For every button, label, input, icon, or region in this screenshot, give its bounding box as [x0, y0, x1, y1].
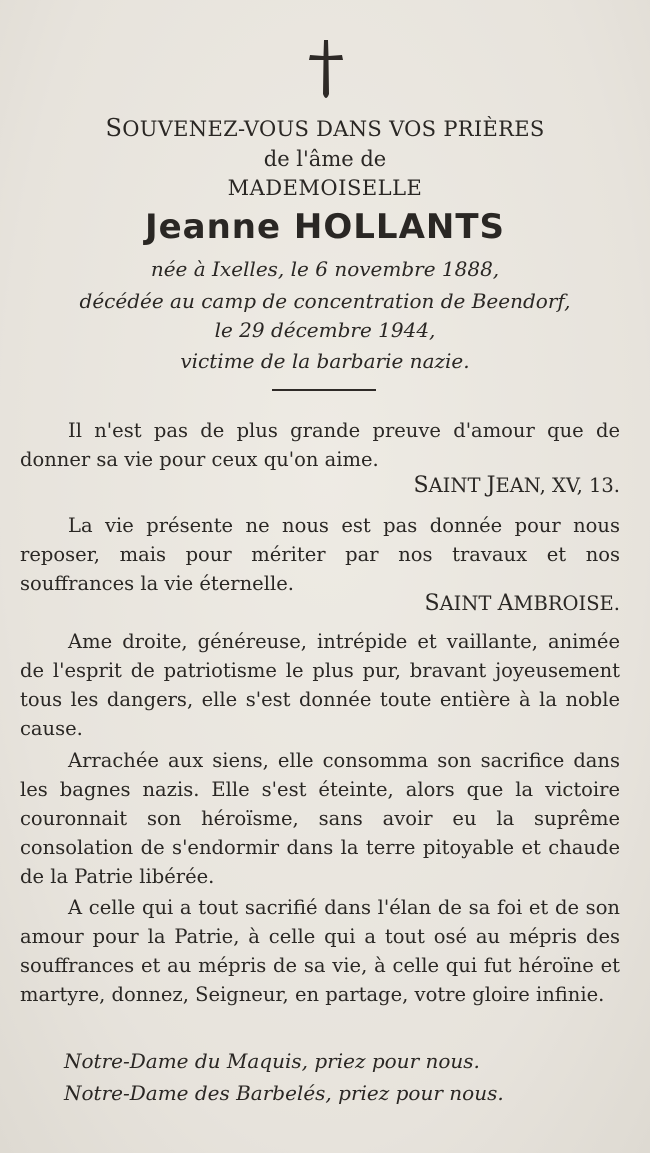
quote-reference: SAINT AMBROISE.	[424, 591, 620, 616]
quote-text: La vie présente ne nous est pas donnée pour nous reposer, mais pour mériter par nos travaux et nos souffrances la vie éternelle.	[20, 514, 620, 595]
birth-line: née à Ixelles, le 6 novembre 1888,	[150, 257, 500, 281]
soul-line: de l'âme de	[263, 147, 387, 171]
mademoiselle-line: MADEMOISELLE	[227, 176, 423, 200]
cross-icon	[307, 38, 345, 104]
quote-text: Il n'est pas de plus grande preuve d'amour que de donner sa vie pour ceux qu'on aime.	[20, 419, 620, 471]
body-paragraph: A celle qui a tout sacrifié dans l'élan de sa foi et de son amour pour la Patrie, à celle qui a tout osé au mépris des souffrances et au mépris de sa vie, à celle qui fut héroïne et martyre, donnez, Seigneur, en partage, votre gloire infinie.	[20, 896, 620, 1006]
death-place-line: décédée au camp de concentration de Beendorf,	[79, 289, 571, 313]
body-paragraph: Arrachée aux siens, elle consomma son sacrifice dans les bagnes nazis. Elle s'est éteinte, alors que la victoire couronnait son héroïsme, sans avoir eu la suprême consolation de s'endormir dans la terre pitoyable et chaude de la Patrie libérée.	[20, 749, 620, 888]
divider	[272, 389, 376, 391]
deceased-name: Jeanne HOLLANTS	[144, 207, 506, 247]
quote-reference: SAINT JEAN, XV, 13.	[413, 473, 620, 498]
body-paragraph: Ame droite, généreuse, intrépide et vaillante, animée de l'esprit de patriotisme le plus pur, bravant joyeusement tous les dangers, elle s'est donnée toute entière à la noble cause.	[20, 630, 620, 740]
prayer-line: Notre-Dame des Barbelés, priez pour nous.	[64, 1081, 504, 1105]
victim-line: victime de la barbarie nazie.	[180, 349, 470, 373]
remember-line: SOUVENEZ-VOUS DANS VOS PRIÈRES	[105, 114, 545, 142]
death-date-line: le 29 décembre 1944,	[214, 318, 436, 342]
prayer-line: Notre-Dame du Maquis, priez pour nous.	[64, 1049, 480, 1073]
